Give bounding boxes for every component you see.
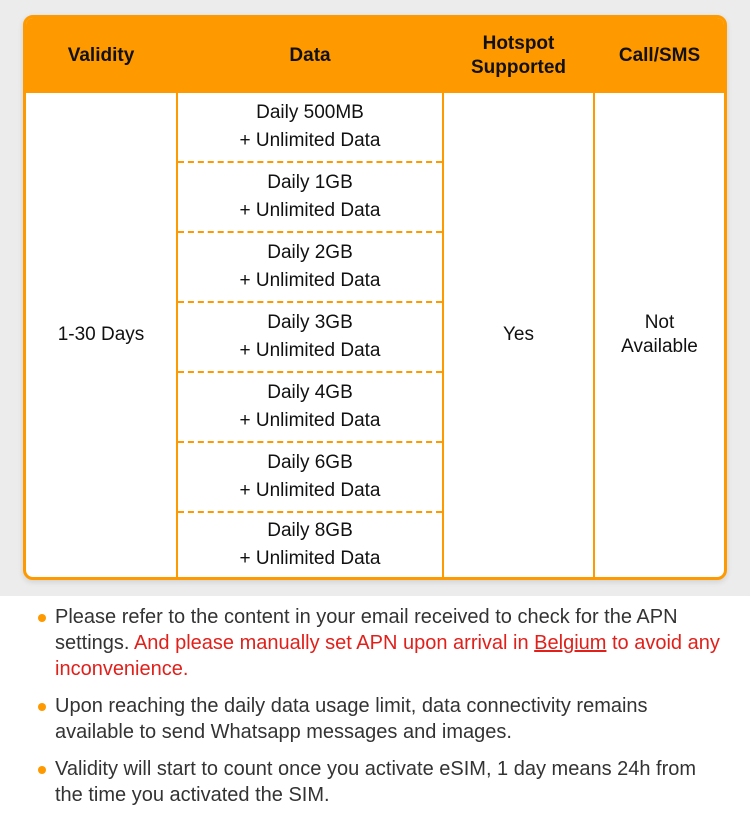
data-plan-amount: Daily 500MB — [256, 102, 364, 123]
notes-list — [38, 604, 728, 819]
data-plan-extra: + Unlimited Data — [239, 200, 381, 221]
header-validity-label: Validity — [67, 44, 135, 66]
data-plan-extra: + Unlimited Data — [239, 410, 381, 431]
plan-table — [23, 15, 727, 580]
header-hotspot-line2: Supported — [471, 56, 566, 78]
callsms-value-line1: Not — [644, 312, 675, 333]
header-callsms-label: Call/SMS — [618, 44, 701, 66]
note-highlight: And please manually set APN upon arrival in — [133, 632, 529, 654]
data-plan-amount: Daily 2GB — [267, 242, 353, 263]
header-callsms — [595, 18, 724, 93]
note-item — [38, 756, 728, 808]
header-validity — [26, 18, 176, 93]
note-text: Validity will start to count once you activate eSIM, 1 day means 24h from the time you activated the SIM. — [55, 758, 697, 806]
callsms-cell — [595, 93, 724, 577]
data-plan-extra: + Unlimited Data — [239, 480, 381, 501]
belgium-link[interactable]: Belgium — [534, 632, 607, 654]
hotspot-value: Yes — [503, 324, 534, 345]
bullet-dot-icon — [38, 614, 46, 622]
callsms-value-line2: Available — [621, 336, 698, 357]
data-plan-row — [178, 303, 442, 373]
data-plan-extra: + Unlimited Data — [239, 548, 381, 569]
note-text: Please refer to the content in your email received to check for the APN settings. — [55, 606, 678, 654]
validity-value: 1-30 Days — [57, 324, 145, 345]
bullet-dot-icon — [38, 703, 46, 711]
data-plan-extra: + Unlimited Data — [239, 340, 381, 361]
validity-cell — [26, 93, 176, 577]
data-plan-amount: Daily 1GB — [267, 172, 353, 193]
data-plan-amount: Daily 4GB — [267, 382, 353, 403]
note-item — [38, 693, 728, 745]
header-hotspot — [444, 18, 593, 93]
data-plan-row — [178, 233, 442, 303]
data-plan-amount: Daily 8GB — [267, 520, 353, 541]
data-plan-row — [178, 443, 442, 513]
header-hotspot-line1: Hotspot — [482, 32, 555, 54]
note-item — [38, 604, 728, 682]
data-plan-row — [178, 513, 442, 577]
note-highlight-end: to avoid any inconvenience. — [55, 632, 720, 680]
hotspot-cell — [444, 93, 593, 577]
header-data-label: Data — [289, 44, 331, 66]
bullet-dot-icon — [38, 766, 46, 774]
data-plan-extra: + Unlimited Data — [239, 130, 381, 151]
note-text: Upon reaching the daily data usage limit, data connectivity remains available to send Whatsapp messages and images. — [55, 695, 648, 743]
data-plan-amount: Daily 6GB — [267, 452, 353, 473]
data-plan-extra: + Unlimited Data — [239, 270, 381, 291]
data-plan-amount: Daily 3GB — [267, 312, 353, 333]
header-data — [178, 18, 442, 93]
data-plan-row — [178, 93, 442, 163]
data-plan-row — [178, 373, 442, 443]
data-plan-row — [178, 163, 442, 233]
